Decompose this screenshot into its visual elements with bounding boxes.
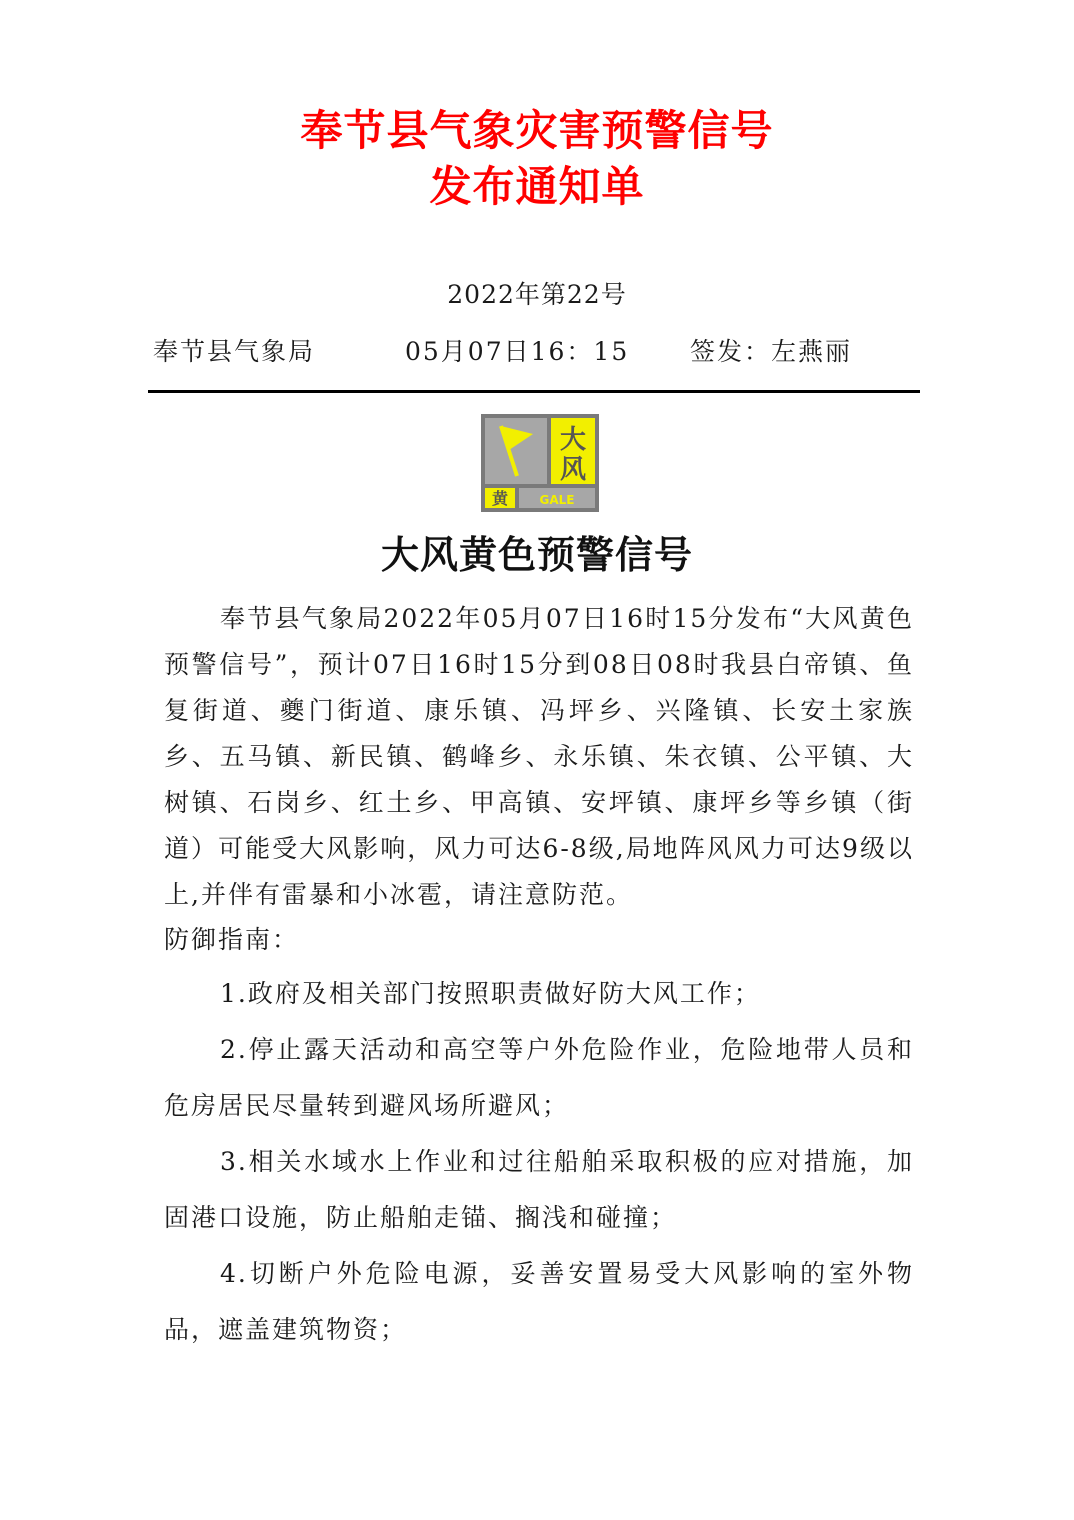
document-title-line1: 奉节县气象灾害预警信号 [300, 106, 774, 155]
svg-text:大: 大 [559, 425, 587, 455]
guide-item: 4.切断户外危险电源，妥善安置易受大风影响的室外物品，遮盖建筑物资； [164, 1259, 914, 1344]
guide-item: 1.政府及相关部门按照职责做好防大风工作； [220, 979, 761, 1008]
issue-number: 2022年第22号 [447, 280, 627, 309]
issuing-agency: 奉节县气象局 [153, 337, 316, 366]
meta-row [0, 335, 1074, 369]
header-divider [148, 390, 920, 393]
warning-body [164, 596, 914, 918]
document-title-line2: 发布通知单 [429, 162, 645, 211]
issue-datetime: 05月07日16：15 [405, 337, 630, 366]
svg-text:黄: 黄 [491, 489, 509, 508]
svg-text:GALE: GALE [539, 493, 575, 507]
guide-title: 防御指南： [164, 925, 300, 954]
signer: 签发：左燕丽 [690, 337, 853, 366]
guide-list [164, 966, 914, 1358]
signal-name: 大风黄色预警信号 [380, 533, 693, 577]
gale-yellow-warning-icon [481, 414, 599, 512]
guide-item: 2.停止露天活动和高空等户外危险作业，危险地带人员和危房居民尽量转到避风场所避风； [164, 1035, 914, 1120]
svg-text:风: 风 [559, 455, 587, 485]
guide-item: 3.相关水域水上作业和过往船舶采取积极的应对措施，加固港口设施，防止船舶走锚、搁浅和碰撞； [164, 1147, 914, 1232]
warning-paragraph: 奉节县气象局2022年05月07日16时15分发布“大风黄色预警信号”，预计07日16时15分到08日08时我县白帝镇、鱼复街道、夔门街道、康乐镇、冯坪乡、兴隆镇、长安土家族乡、五马镇、新民镇、鹤峰乡、永乐镇、朱衣镇、公平镇、大树镇、石岗乡、红土乡、甲高镇、安坪镇、康坪乡等乡镇（街道）可能受大风影响，风力可达6-8级,局地阵风风力可达9级以上,并伴有雷暴和小冰雹，请注意防范。 [164, 604, 914, 909]
